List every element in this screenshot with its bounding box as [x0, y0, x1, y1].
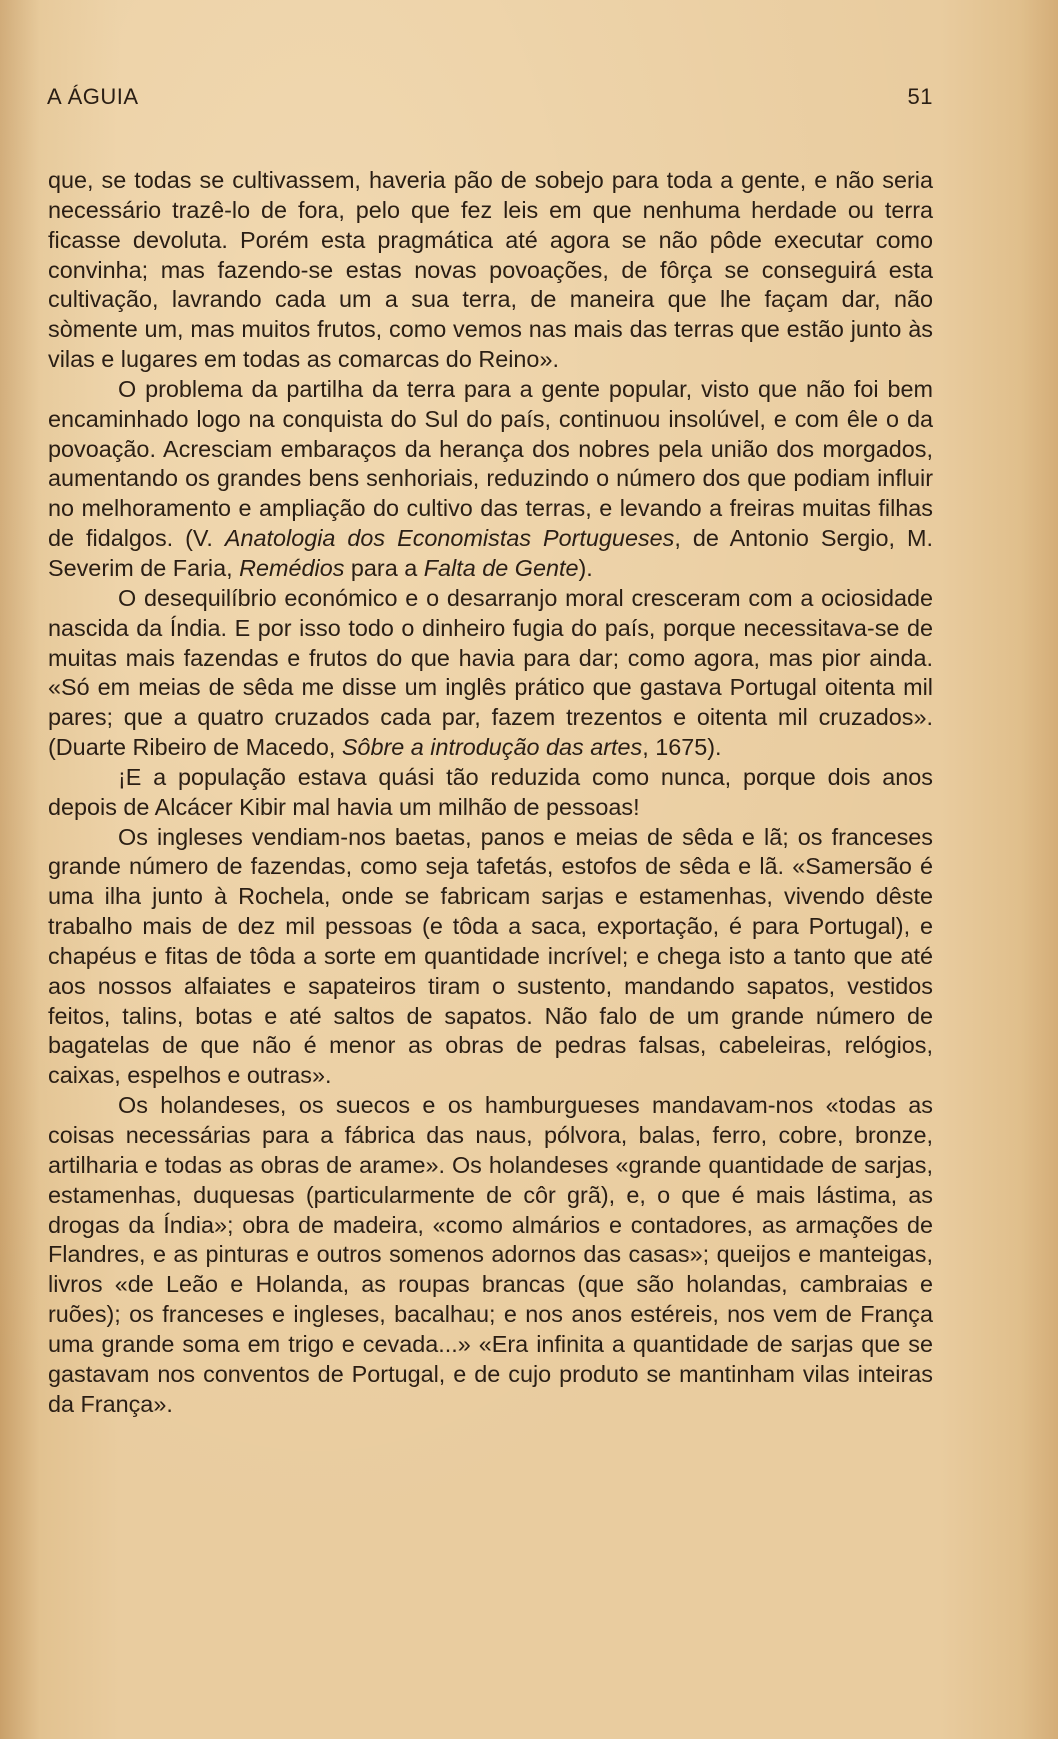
paragraph [48, 166, 933, 375]
italic-title: Sôbre a introdução das artes [341, 734, 643, 761]
running-header [47, 84, 933, 114]
text-run: O problema da partilha da terra para a gente popular, visto que não foi bem encaminhado logo na conquista do Sul do país, continuou insolúvel, e com êle o da povoação. Acresciam embaraços da herança dos nobres pela união dos morgados, aumentando os grandes bens senhoriais, reduzindo o número dos que podiam influir no melhoramento e ampliação do cultivo das terras, e levando a freiras muitas filhas de fidalgos. (V. [48, 375, 933, 552]
body-text [48, 166, 933, 1419]
text-run: que, se todas se cultivassem, haveria pão de sobejo para toda a gente, e não seria necessário trazê-lo de fora, pelo que fez leis em que nenhuma herdade ou terra ficasse devoluta. Porém esta pragmática até agora se não pôde executar como convinha; mas fazendo-se estas novas povoações, de fôrça se conseguirá esta cultivação, lavrando cada um a sua terra, de maneira que lhe façam dar, não sòmente um, mas muitos frutos, como vemos nas mais das terras que estão junto às vilas e lugares em todas as comarcas do Reino». [48, 167, 933, 373]
text-run: Os ingleses vendiam-nos baetas, panos e meias de sêda e lã; os franceses grande número de fazendas, como seja tafetás, estofos de sêda e lã. «Samersão é uma ilha junto à Rochela, onde se fabricam sarjas e estamenhas, vivendo dêste trabalho mais de dez mil pessoas (e tôda a saca, exportação, é para Portugal), e chapéus e fitas de tôda a sorte em quantidade incrível; e chega isto a tanto que até aos nossos alfaiates e sapateiros tiram o sustento, mandando sapatos, vestidos feitos, talins, botas e até saltos de sapatos. Não falo de um grande número de bagatelas de que não é menor as obras de pedras falsas, cabeleiras, relógios, caixas, espelhos e outras». [48, 823, 933, 1089]
text-run: , 1675). [642, 734, 722, 761]
text-run: O desequilíbrio económico e o desarranjo moral cresceram com a ociosidade nascida da Índia. E por isso todo o dinheiro fugia do país, porque necessitava-se de muitas mais fazendas e frutos do que havia para dar; como agora, mas pior ainda. «Só em meias de sêda me disse um inglês prático que gastava Portugal oitenta mil pares; que a quatro cruzados cada par, fazem trezentos e oitenta mil cruzados». (Duarte Ribeiro de Macedo, [48, 584, 933, 761]
paragraph [48, 584, 933, 763]
paragraph [48, 763, 933, 823]
paragraph [48, 375, 933, 584]
text-run: , de Antonio Sergio, M. Severim de Faria, [48, 525, 933, 581]
journal-title: A ÁGUIA [47, 84, 139, 109]
paragraph [48, 1091, 933, 1419]
page-number: 51 [907, 84, 933, 109]
text-run: ¡E a população estava quási tão reduzida como nunca, porque dois anos depois de Alcácer Kibir mal havia um milhão de pessoas! [48, 763, 933, 820]
paragraph [48, 823, 933, 1092]
italic-title: Remédios [239, 554, 345, 581]
text-run: para a [344, 554, 424, 581]
italic-title: Falta de Gente [423, 554, 579, 581]
text-run: ). [578, 554, 593, 581]
italic-title: Anatologia dos Economistas Portugueses [224, 525, 675, 552]
text-run: Os holandeses, os suecos e os hamburgueses mandavam-nos «todas as coisas necessárias para a fábrica das naus, pólvora, balas, ferro, cobre, bronze, artilharia e todas as obras de arame». Os holandeses «grande quantidade de sarjas, estamenhas, duquesas (particularmente de côr grã), e, o que é mais lástima, as drogas da Índia»; obra de madeira, «como almários e contadores, as armações de Flandres, e as pinturas e outros somenos adornos das casas»; queijos e manteigas, livros «de Leão e Holanda, as roupas brancas (que são holandas, cambraias e ruões); os franceses e ingleses, bacalhau; e nos anos estéreis, nos vem de França uma grande soma em trigo e cevada...» «Era infinita a quantidade de sarjas que se gastavam nos conventos de Portugal, e de cujo produto se mantinham vilas inteiras da França». [48, 1092, 933, 1417]
